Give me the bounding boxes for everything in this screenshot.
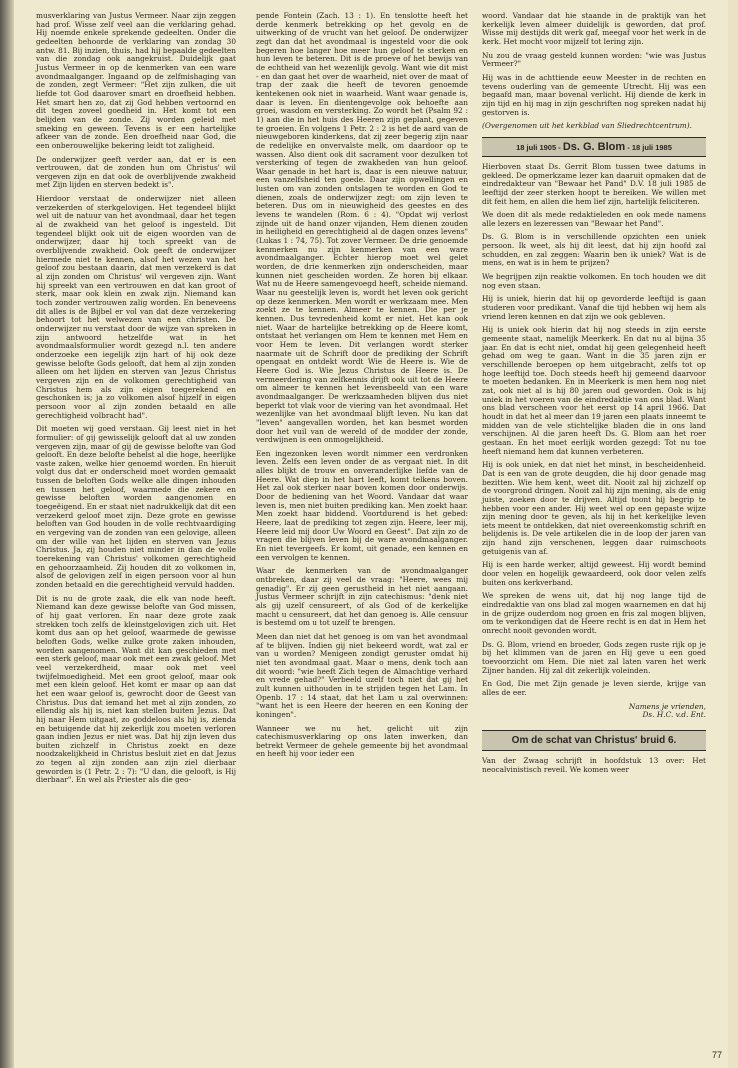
paragraph: pende Fontein (Zach. 13 : 1). En tenslotte heeft het derde kenmerk betrekking op het gevolg en de uitwerking of de vrucht van het geloof. De onderwijzer zegt dan dat het avondmaal is ingesteld voor die ook begeren hoe langer hoe meer hun geloof te sterken en hun leven te beteren. Dit is de proeve of het bewijs van de echtheid van het wezenlijk gevolg. Want wie dit mist - en dan gaat het over de waarheid, niet over de maat of trap der zaak die heeft de tevoren genoemde kentekenen ook niet in waarheid. Want waar genade is, daar is leven. En dientengevolge ook behoefte aan groei, wasdom en versterking. Zo wordt het (Psalm 92 : 1) aan die in het huis des Heeren zijn geplant, gegeven te groeien. En volgens 1 Petr. 2 : 2 is het de aard van de nieuwgeboren kinderkens, dat zij zeer begerig zijn naar de redelijke en onvervalste melk, om daardoor op te wassen. Also dient ook dit sacrament voor dezulken tot versterking of tegen de zwakheden van hun geloof. Waar genade in het hart is, daar is een nieuwe natuur, een vanzelfsheid ten goede. Daar zijn opwellingen en lusten om van zonden ontslagen te worden en God te dienen, zoals de onderwijzer zegt: om zijn leven te beteren. Dus om in nieuwigheid des geestes en des levens te wandelen (Rom. 6 : 4). "Opdat wij verlost zijnde uit de hand onzer vijanden, Hem dienen zouden in heiligheid en gerechtigheid al de dagen onzes levens" (Lukas 1 : 74, 75). Tot zover Vermeer. De drie genoemde kenmerken nu zijn kenmerken van een ware avondmaalganger. Echter hierop moet wel gelet worden, de drie kenmerken zijn onderscheiden, maar kunnen niet gescheiden worden. Ze horen bij elkaar. Wat nu de Heere samengevoegd heeft, scheide niemand. Waar nu geestelijk leven is, wordt het leven ook gericht op deze kenmerken. Men wordt er werkzaam mee. Men zoekt ze te kennen. Almeer te kennen. Die per je kennen. Dus tevredenheid komt er niet. Het kan ook niet. Waar de hartelijke betrekking op de Heere komt, ontstaat het verlangen om Hem te kennen met Hem en voor Hem te leven. Dit verlangen wordt sterker naarmate uit de Schrift door de prediking der Schrift opengaat en ontdekt wordt Wie de Heere is. Wie de Heere God is. Wie Jezus Christus de Heere is. De vermeerdering van zelfkennis drijft ook uit tot de Heere om almeer te kennen het levensbeeld van een ware avondmaalganger. De werkzaamheden blijven dus niet beperkt tot vlak voor de viering van het avondmaal. Het wezenlijke van het avondmaal blijft leven. Nu kan dat "leven" aangevallen worden, het kan besmet worden door het vuil van de wereld of de modder der zonde, verdwijnen is een onmogelijkheid. — [256, 11, 468, 445]
paragraph: Hij is uniek ook hierin dat hij nog steeds in zijn eerste gemeente staat, namelijk Meerkerk. En dat nu al bijna 35 jaar. En dat is echt niet, omdat hij geen gelegenheid heeft gehad om weg te gaan. Want in die 35 jaren zijn er verschillende beroepen op hem uitgebracht, zelfs tot op hoge leeftijd toe. Doch steeds heeft hij gemeend daarvoor te moeten bedanken. En in Meerkerk is men hem nog niet zat, ook niet al is hij 80 jaren oud geworden. Ook is hij uniek in het voeren van de eindredaktie van ons blad. Want ons blad verscheen voor het eerst op 14 april 1966. Dat houdt in dat het al meer dan 19 jaren een plaats inneemt te midden van de vele stichtelijke bladen die in ons land verschijnen. Al die jaren heeft Ds. G. Blom aan het roer gestaan. En het moet eerlijk worden gezegd: Tot nu toe heeft niemand hem dat kunnen verbeteren. — [482, 325, 706, 456]
paragraph: Ds. G. Blom is in verschillende opzichten een uniek persoon. Ik weet, als hij dit leest, dat hij zijn hoofd zal schudden, en zal zeggen: Waarin ben ik uniek? Wat is de mens, en wat is in hem te prijzen? — [482, 232, 706, 268]
column-middle — [256, 12, 468, 764]
signature — [482, 703, 706, 720]
signature-name: Ds. H.C. v.d. Ent. — [642, 710, 706, 720]
paragraph: Een ingezonken leven wordt nimmer een verdronken leven. Zelfs een leven onder de as vergaat niet. In dit alles blijkt de trouw en onveranderlijke liefde van de Heere. Wat diep in het hart leeft, komt telkens boven. Het zal ook sterker naar boven komen door onderwijs. Door de bediening van het Woord. Vandaar dat waar leven is, men niet buiten prediking kan. Men zoekt haar. Men zoekt haar biddend. Voortdurend is het gebed: Heere, laat de prediking tot zegen zijn. Heere, leer mij, Heere leid mij door Uw Woord en Geest". Dat zijn zo de vragen die blijven leven bij de ware avondmaalganger. En niet tevergeefs. Er komt, uit genade, een kennen en een vervolgen te kennen. — [256, 448, 468, 562]
paragraph: Ds. G. Blom, vriend en broeder, Gods zegen ruste rijk op je bij het klimmen van de jaren en Hij geve u een goed toevoorzicht om Hem. Die niet zal laten varen het werk Zijner handen. Hij zal dit zekerlijk voleinden. — [482, 639, 706, 675]
paragraph: We doen dit als mede redaktieleden en ook mede namens alle lezers en lezeressen van "Bewaar het Pand". — [482, 210, 706, 228]
paragraph: Hij was in de achttiende eeuw Meester in de rechten en tevens ouderling van de gemeente Utrecht. Hij was een begaafd man, maar bovenal verlicht. Hij diende de kerk in zijn tijd en hij mag in zijn geschriften nog spreken nadat hij gestorven is. — [482, 72, 706, 117]
paragraph: We begrijpen zijn reaktie volkomen. En toch houden we dit nog even staan. — [482, 272, 706, 290]
page-number: 77 — [711, 1050, 722, 1060]
paragraph: Nu zou de vraag gesteld kunnen worden: "wie was Justus Vermeer?" — [482, 50, 706, 69]
paragraph: Hij is een harde werker, altijd geweest. Hij wordt bemind door velen en hogelijk gewaardeerd, ook door velen zelfs buiten ons kerkverband. — [482, 560, 706, 587]
paragraph: Hij is uniek, hierin dat hij op gevorderde leeftijd is gaan studeren voor predikant. Vanaf die tijd hebben wij hem als vriend leren kennen en dat zijn we ook gebleven. — [482, 294, 706, 321]
paragraph: musverklaring van Justus Vermeer. Naar zijn zeggen had prof. Wisse zelf veel aan die verklaring gehad. Hij noemde enkele sprekende gedeelten. Onder die gedeelten behoorde de verklaring van zondag 30 antw. 81. Bij inzien, thuis, had hij bepaalde gedeelten van die zondag ook aangekruist. Duidelijk gaat Justus Vermeer in op de kenmerken van een ware avondmaalganger. Ingaand op de zelfmishaging van de zonden, zegt Vermeer: "Het zijn zulken, die uit liefde tot God daarover smart en droefheid hebben. Het smart hen zo, dat zij God hebben vertoornd en dit tegen zoveel goedheid in. Het komt tot een belijden van de zonde. Zij worden geleid met smeking en geween. Tevens is er een hartelijke afkeer van de zonde. Een droefheid naar God, die een onberouwelijke bekering leidt tot zaligheid. — [36, 11, 236, 150]
header-title: Ds. G. Blom — [562, 140, 626, 153]
paragraph: Wanneer we nu het, gelicht uit zijn catechismusverklaring op ons laten inwerken, dan betrekt Vermeer de gehele gemeente bij het avondmaal en heeft hij voor ieder een — [256, 723, 468, 759]
paragraph: Hierdoor verstaat de onderwijzer niet alleen verzekerden of sterkgelovigen. Het tegendeel blijkt wel uit de natuur van het avondmaal, daar het tegen al de zwakheid van het geloof is ingesteld. Dit tegendeel blijkt ook uit de eigen woorden van de onderwijzer, daar hij toch spreekt van de overblijvende zwakheid. Ook geeft de onderwijzer hiermede niet te kennen, alsof het wezen van het geloof zou bestaan daarin, dat men verzekerd is dat al zijn zonden om Christus' wil vergeven zijn. Want hij spreekt van een vertrouwen en dat kan groot of sterk, maar ook klein en zwak zijn. Niemand kan toch zonder vertrouwen zalig worden. En beneveens dit alles is de Bijbel er vol van dat deze verzekering behoort tot het welwezen van een christen. De onderwijzer nu verstaat door de wijze van spreken in zijn antwoord hetzelfde wat in het avondmaalsformulier wordt gezegd n.l. ten andere onderzoeke een iegelijk zijn hart of hij ook deze gewisse beloftе Gods gelooft, dat hem al zijn zonden alleen om het lijden en sterven van Jezus Christus vergeven zijn en de volkomen gerechtigheid van Christus hem als zijn eigen toegerekend en geschonken is; ja zo volkomen alsof hijzelf in eigen persoon voor al zijn zonden betaald en alle gerechtigheid volbracht had". — [36, 194, 236, 420]
paragraph: We spreken de wens uit, dat hij nog lange tijd de eindredaktie van ons blad zal mogen waarnemen en dat hij in de grijze ouderdom nog groen en fris zal mogen blijven, om te verkondigen dat de Heere recht is en dat in Hem het onrecht nooit gevonden wordt. — [482, 591, 706, 636]
column-left — [36, 12, 236, 790]
column-right — [482, 12, 706, 779]
section-header-schat: Om de schat van Christus' bruid 6. — [482, 730, 706, 751]
paragraph: Meen dan niet dat het genoeg is om van het avondmaal af te blijven. Indien gij niet bekeerd wordt, wat zal er van u worden? Menigeen zondigt gerustеr omdat hij niet ten avondmaal gaat. Maar o mens, denk toch aan dit woord: "wie heeft Zich tegen de Almachtige verhard en vrede gehad?" Verbeeld uzelf toch niet dat gij het zult kunnen uithouden in te strijden tegen het Lam. In Openb. 17 : 14 staat, dat het Lam u zal overwinnen: "want het is een Heere der heeren en een Koning der koningen". — [256, 631, 468, 719]
paragraph: Van der Zwaag schrijft in hoofdstuk 13 over: Het neocalvinistisch reveil. We komen weer — [482, 755, 706, 774]
anniversary-date: 18 juli 1985 — [631, 142, 672, 152]
paragraph: En God, Die met Zijn genade je leven sierde, krijge van alles de eer. — [482, 679, 706, 697]
paragraph: De onderwijzer geeft verder aan, dat er is een vertrouwen, dat de zonden hun om Christus' wil vergeven zijn en dat ook de overblijvende zwakheid met Zijn lijden en sterven bedekt is". — [36, 154, 236, 190]
source-note: (Overgenomen uit het kerkblad van Sliedrechtcentrum). — [482, 121, 692, 131]
paragraph: Dit moeten wij goed verstaan. Gij leest niet in het formulier: of gij gewisselijk gelooft dat al uw zonden vergeven zijn, maar of gij de gewisse beloftе van God gelooft. En deze beloftе behelst al die hoge, heerlijke vaste zaken, welke hier genoemd worden. En hieruit volgt dus dat er onderscheid moet worden gemaakt tussen de beloftеn Gods welke alle dingen inhouden en tussen het geloof, waarmede die zekere en gewisse beloftеn worden aangenomen en toegeëigend. En er staat niet nadrukkelijk dat dit een verzekerd geloof moet zijn. Deze grote en gewisse beloftеn van God houden in de volle rechtvaardiging en vergeving van de zonden van een gelovige, alleen om der wille van het lijden en sterven van Jezus Christus. Ja, zij houden niet minder in dan de volle toerekening van Christus' volkomen gerechtigheid en gehoorzaamheid. Zij houden dit zo volkomen in, alsof de gelovigen zelf in eigen persoon voor al hun zonden betaald en die gerechtigheid vervuld hadden. — [36, 424, 236, 589]
paragraph: woord. Vandaar dat hie staande in de praktijk van het kerkelijk leven almeer duidelijk is geworden, dat prof. Wisse mij destijds dit werk gaf, meegaf voor het werk in de kerk. Het mocht voor mijzelf tot lering zijn. — [482, 11, 706, 46]
paragraph: Waar de kenmerken van de avondmaalganger ontbreken, daar zij veel de vraag: "Heere, wees mij genadig". Er zij geen gerustheid in het niet aangaan. Justus Vermeer schrijft in zijn catechismus: "denk niet als gij uzelf censureert, of als God of de kerkelijke macht u censureert, dat het dan genoeg is. Alle censuur is bestemd om u tot uzelf te brengen. — [256, 566, 468, 628]
section-header-blom: 18 juli 1905 - Ds. G. Blom - 18 juli 1985 — [482, 137, 706, 157]
paragraph: Dit is nu de grote zaak, die elk van node heeft. Niemand kan deze gewisse beloftе van God missen, of hij gaat verloren. En naar deze grote zaak strekken toch zelfs de kleinstgelovigen zich uit. Het komt dus aan op het geloof, waarmede de gewisse beloftеn Gods, welke zulke grote zaken inhouden, worden aangenomen. Want dit kan geschieden met een sterk geloof, maar ook met een zwak geloof. Met veel verzekerdheid, maar ook met veel twijfelmoedigheid. Met een groot geloof, maar ook met een klein geloof. Het komt er maar op aan dat het een waar geloof is, gewrocht door de Geest van Christus. Dus dat iemand het met al zijn zonden, zo ellendig als hij is, niet kan stellen buiten Jezus. Dat hij naar Hem uitgaat, zo goddeloos als hij is, zienda en betuigende dat hij zekerlijk zou moeten verloren gaan indien Jezus er niet was. Dat hij zijn leven dus buiten zichzelf in Christus zoekt en deze noodzakelijkheid in Christus besluit ziet en dat Jezus zo tegen al zijn zonden aan zijn ziel dierbaar geworden is (1 Petr. 2 : 7): "U dan, die gelooft, is Hij dierbaar". En wel als Priester als die geo- — [36, 593, 236, 785]
signature-line: Namens je vrienden, — [628, 701, 706, 711]
birth-date: 18 juli 1905 — [516, 142, 557, 152]
paragraph: Hierboven staat Ds. Gerrit Blom tussen twee datums in gekleed. De opmerkzame lezer kan daaruit opmaken dat de eindredakteur van "Bewaar het Pand" D.V. 18 juli 1985 de leeftijd der zeer sterken hoopt te bereiken. We willen met dit feit hem, en allen die hem lief zijn, hartelijk feliciteren. — [482, 161, 706, 206]
binding-gutter — [0, 0, 14, 1068]
paragraph: Hij is ook uniek, en dat niet het minst, in bescheidenheid. Dat is een van de grote deugden, die hij door genade mag bezitten. Wie hem kent, weet dit. Nooit zal hij zichzelf op de voorgrond dringen. Nooit zal hij zijn mening, als de enig juiste, zoeken door te drijven. Altijd toont hij begrip te hebben voor een ander. Hij weet wel op een gepaste wijze zijn mening door te geven, als hij in het kerkelijke leven iets meent te ontdekken, dat niet overeenkomstig schrift en belijdenis is. De vele artikelen die in de loop der jaren van zijn hand zijn verschenen, leggen daar ruimschoots getuigenis van af. — [482, 460, 706, 556]
